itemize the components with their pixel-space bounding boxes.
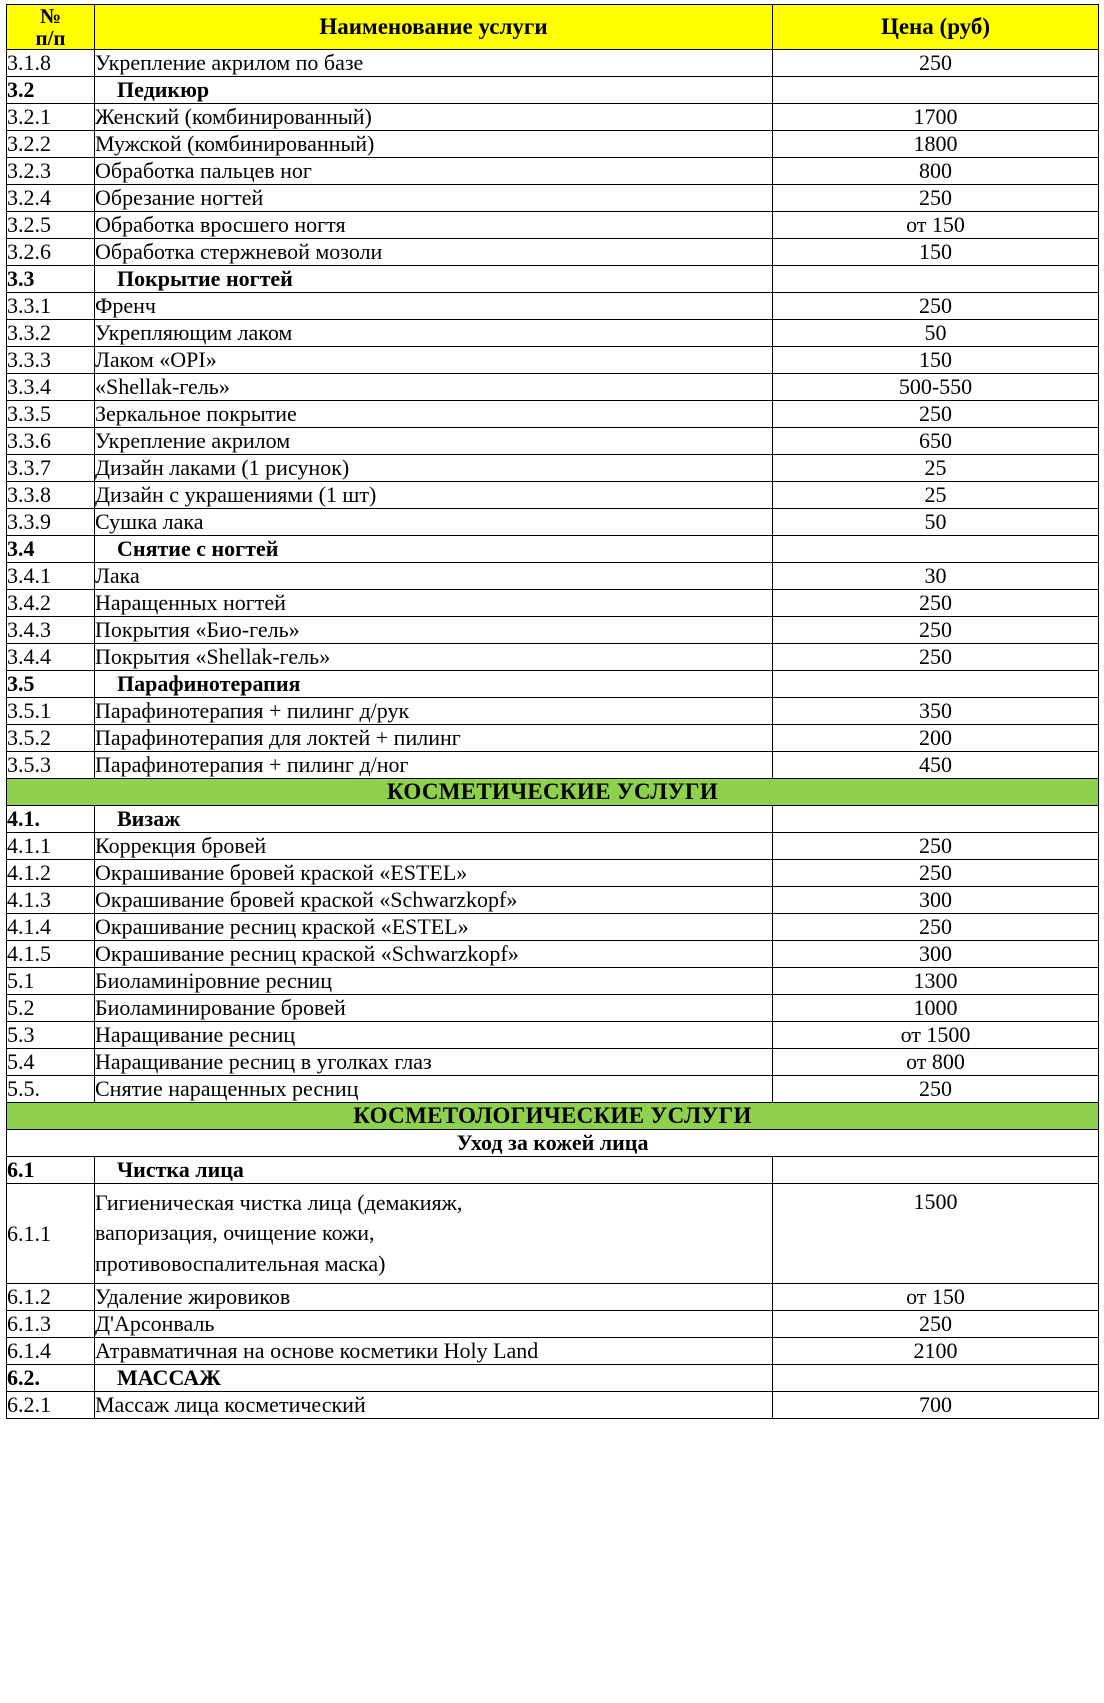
subsection-title: Уход за кожей лица (7, 1130, 1099, 1157)
column-header-number (7, 5, 95, 50)
row-price (773, 806, 1099, 833)
row-price: 2100 (773, 1338, 1099, 1365)
row-number: 3.4 (7, 536, 95, 563)
table-group-row (7, 671, 1099, 698)
row-service-name: Мужской (комбинированный) (95, 131, 773, 158)
table-group-row (7, 1365, 1099, 1392)
row-number: 5.5. (7, 1076, 95, 1103)
row-service-name: Дизайн с украшениями (1 шт) (95, 482, 773, 509)
row-number: 3.2 (7, 77, 95, 104)
row-service-name: Визаж (95, 806, 773, 833)
row-price: 250 (773, 293, 1099, 320)
row-number: 3.4.3 (7, 617, 95, 644)
row-service-name: Наращенных ногтей (95, 590, 773, 617)
row-number: 3.2.6 (7, 239, 95, 266)
row-service-name: Обрезание ногтей (95, 185, 773, 212)
row-service-name: Женский (комбинированный) (95, 104, 773, 131)
row-price: 250 (773, 914, 1099, 941)
row-service-name: Окрашивание бровей краской «Schwarzkopf» (95, 887, 773, 914)
table-row (7, 293, 1099, 320)
row-number: 3.5 (7, 671, 95, 698)
table-row (7, 185, 1099, 212)
row-price: 250 (773, 1076, 1099, 1103)
table-row (7, 239, 1099, 266)
row-price: 25 (773, 455, 1099, 482)
row-price: 1800 (773, 131, 1099, 158)
row-number: 3.3.8 (7, 482, 95, 509)
row-price: 25 (773, 482, 1099, 509)
row-service-name: Биоламиніровние ресниц (95, 968, 773, 995)
table-row (7, 833, 1099, 860)
table-row (7, 455, 1099, 482)
table-row (7, 158, 1099, 185)
table-row (7, 347, 1099, 374)
table-row (7, 1392, 1099, 1419)
row-service-name: Обработка стержневой мозоли (95, 239, 773, 266)
row-price: 1700 (773, 104, 1099, 131)
table-row (7, 590, 1099, 617)
row-price: 350 (773, 698, 1099, 725)
table-row (7, 482, 1099, 509)
row-service-name: Лака (95, 563, 773, 590)
table-section-row (7, 1103, 1099, 1130)
row-service-name: «Shellak-гель» (95, 374, 773, 401)
row-service-name: Удаление жировиков (95, 1284, 773, 1311)
row-number: 3.4.1 (7, 563, 95, 590)
table-row (7, 698, 1099, 725)
table-row (7, 725, 1099, 752)
table-row (7, 860, 1099, 887)
row-price: 150 (773, 347, 1099, 374)
row-service-name-line: противовоспалительная маска) (95, 1250, 386, 1276)
row-number: 5.2 (7, 995, 95, 1022)
table-row (7, 617, 1099, 644)
table-row (7, 104, 1099, 131)
row-service-name: Биоламинирование бровей (95, 995, 773, 1022)
price-list-table (6, 4, 1099, 1419)
row-price (773, 536, 1099, 563)
row-number: 4.1.3 (7, 887, 95, 914)
row-service-name: Окрашивание бровей краской «ESTEL» (95, 860, 773, 887)
column-header-number-line1: № (39, 4, 62, 28)
row-number: 6.1 (7, 1157, 95, 1184)
table-row (7, 131, 1099, 158)
row-service-name (95, 1184, 773, 1284)
column-header-number-line2: п/п (35, 26, 66, 51)
row-price (773, 671, 1099, 698)
row-number: 3.3.5 (7, 401, 95, 428)
row-service-name-line: вапоризация, очищение кожи, (95, 1220, 375, 1246)
row-number: 3.1.8 (7, 50, 95, 77)
section-title: КОСМЕТИЧЕСКИЕ УСЛУГИ (7, 779, 1099, 806)
row-price: от 150 (773, 212, 1099, 239)
table-row (7, 1076, 1099, 1103)
row-service-name: Парафинотерапия для локтей + пилинг (95, 725, 773, 752)
row-price: 250 (773, 401, 1099, 428)
table-group-row (7, 806, 1099, 833)
row-number: 3.4.4 (7, 644, 95, 671)
row-price (773, 77, 1099, 104)
table-row (7, 428, 1099, 455)
row-number: 3.2.3 (7, 158, 95, 185)
table-row (7, 401, 1099, 428)
row-number: 4.1.4 (7, 914, 95, 941)
row-service-name: Укрепление акрилом (95, 428, 773, 455)
row-service-name: Обработка вросшего ногтя (95, 212, 773, 239)
row-service-name: Дизайн лаками (1 рисунок) (95, 455, 773, 482)
row-price: 1500 (773, 1184, 1099, 1284)
row-price: 250 (773, 617, 1099, 644)
row-number: 6.2. (7, 1365, 95, 1392)
row-price: 450 (773, 752, 1099, 779)
table-row (7, 941, 1099, 968)
row-number: 3.3.3 (7, 347, 95, 374)
row-service-name: Окрашивание ресниц краской «Schwarzkopf» (95, 941, 773, 968)
row-number: 5.4 (7, 1049, 95, 1076)
row-price: 250 (773, 590, 1099, 617)
row-number: 3.3.9 (7, 509, 95, 536)
row-price: 250 (773, 860, 1099, 887)
row-number: 6.1.1 (7, 1184, 95, 1284)
row-number: 3.5.2 (7, 725, 95, 752)
table-group-row (7, 1157, 1099, 1184)
table-row (7, 995, 1099, 1022)
table-row (7, 1022, 1099, 1049)
row-service-name: Наращивание ресниц в уголках глаз (95, 1049, 773, 1076)
row-number: 6.1.4 (7, 1338, 95, 1365)
row-number: 4.1.1 (7, 833, 95, 860)
row-price: 250 (773, 833, 1099, 860)
row-number: 3.3.7 (7, 455, 95, 482)
table-row (7, 752, 1099, 779)
row-price: 250 (773, 1311, 1099, 1338)
row-number: 3.3 (7, 266, 95, 293)
row-price: 200 (773, 725, 1099, 752)
row-price: 250 (773, 185, 1099, 212)
section-title: КОСМЕТОЛОГИЧЕСКИЕ УСЛУГИ (7, 1103, 1099, 1130)
row-number: 3.2.4 (7, 185, 95, 212)
row-service-name: Покрытие ногтей (95, 266, 773, 293)
table-row (7, 887, 1099, 914)
row-service-name: Укрепляющим лаком (95, 320, 773, 347)
row-service-name: Обработка пальцев ног (95, 158, 773, 185)
table-row (7, 968, 1099, 995)
table-row (7, 563, 1099, 590)
row-number: 3.3.4 (7, 374, 95, 401)
row-service-name: Покрытия «Shellak-гель» (95, 644, 773, 671)
row-number: 4.1.5 (7, 941, 95, 968)
table-row (7, 212, 1099, 239)
row-number: 3.3.1 (7, 293, 95, 320)
row-price: от 150 (773, 1284, 1099, 1311)
row-price: 300 (773, 887, 1099, 914)
row-service-name: Атравматичная на основе косметики Holy Land (95, 1338, 773, 1365)
row-service-name: Окрашивание ресниц краской «ESTEL» (95, 914, 773, 941)
row-service-name: Зеркальное покрытие (95, 401, 773, 428)
table-row (7, 50, 1099, 77)
row-service-name: Чистка лица (95, 1157, 773, 1184)
row-price: 150 (773, 239, 1099, 266)
row-service-name: Снятие наращенных ресниц (95, 1076, 773, 1103)
table-group-row (7, 536, 1099, 563)
table-header (7, 5, 1099, 50)
row-number: 3.4.2 (7, 590, 95, 617)
row-service-name: Укрепление акрилом по базе (95, 50, 773, 77)
row-service-name: Снятие с ногтей (95, 536, 773, 563)
table-row (7, 509, 1099, 536)
row-service-name-line: Гигиеническая чистка лица (демакияж, (95, 1190, 463, 1216)
table-section-row (7, 779, 1099, 806)
table-row (7, 644, 1099, 671)
table-group-row (7, 266, 1099, 293)
row-service-name: Лаком «OPI» (95, 347, 773, 374)
table-row (7, 1049, 1099, 1076)
row-price: 1300 (773, 968, 1099, 995)
row-number: 6.1.2 (7, 1284, 95, 1311)
row-service-name: Френч (95, 293, 773, 320)
row-number: 3.2.1 (7, 104, 95, 131)
row-price: 800 (773, 158, 1099, 185)
row-number: 6.2.1 (7, 1392, 95, 1419)
row-service-name: Коррекция бровей (95, 833, 773, 860)
row-price (773, 266, 1099, 293)
row-number: 5.3 (7, 1022, 95, 1049)
row-price: 50 (773, 509, 1099, 536)
table-row (7, 1184, 1099, 1284)
row-price: от 1500 (773, 1022, 1099, 1049)
row-price (773, 1365, 1099, 1392)
row-service-name: Сушка лака (95, 509, 773, 536)
row-number: 5.1 (7, 968, 95, 995)
row-service-name: Парафинотерапия (95, 671, 773, 698)
table-row (7, 320, 1099, 347)
row-service-name: Покрытия «Био-гель» (95, 617, 773, 644)
row-number: 4.1.2 (7, 860, 95, 887)
row-number: 3.2.5 (7, 212, 95, 239)
column-header-price: Цена (руб) (773, 5, 1099, 50)
row-price: 250 (773, 644, 1099, 671)
row-service-name: Парафинотерапия + пилинг д/ног (95, 752, 773, 779)
row-price: от 800 (773, 1049, 1099, 1076)
table-row (7, 1338, 1099, 1365)
row-price: 300 (773, 941, 1099, 968)
row-number: 3.3.2 (7, 320, 95, 347)
table-row (7, 1311, 1099, 1338)
row-price: 500-550 (773, 374, 1099, 401)
row-price: 1000 (773, 995, 1099, 1022)
row-number: 6.1.3 (7, 1311, 95, 1338)
row-number: 3.3.6 (7, 428, 95, 455)
row-service-name: Д'Арсонваль (95, 1311, 773, 1338)
row-number: 3.5.1 (7, 698, 95, 725)
row-price: 30 (773, 563, 1099, 590)
table-group-row (7, 77, 1099, 104)
column-header-service-name: Наименование услуги (95, 5, 773, 50)
row-number: 3.5.3 (7, 752, 95, 779)
table-row (7, 1284, 1099, 1311)
row-price: 650 (773, 428, 1099, 455)
row-service-name: Массаж лица косметический (95, 1392, 773, 1419)
row-service-name: Педикюр (95, 77, 773, 104)
row-number: 4.1. (7, 806, 95, 833)
table-header-row (7, 5, 1099, 50)
row-service-name: МАССАЖ (95, 1365, 773, 1392)
table-body (7, 50, 1099, 1419)
table-subsection-row (7, 1130, 1099, 1157)
row-price (773, 1157, 1099, 1184)
row-price: 50 (773, 320, 1099, 347)
row-price: 700 (773, 1392, 1099, 1419)
row-service-name: Наращивание ресниц (95, 1022, 773, 1049)
table-row (7, 374, 1099, 401)
row-price: 250 (773, 50, 1099, 77)
row-number: 3.2.2 (7, 131, 95, 158)
table-row (7, 914, 1099, 941)
row-service-name: Парафинотерапия + пилинг д/рук (95, 698, 773, 725)
